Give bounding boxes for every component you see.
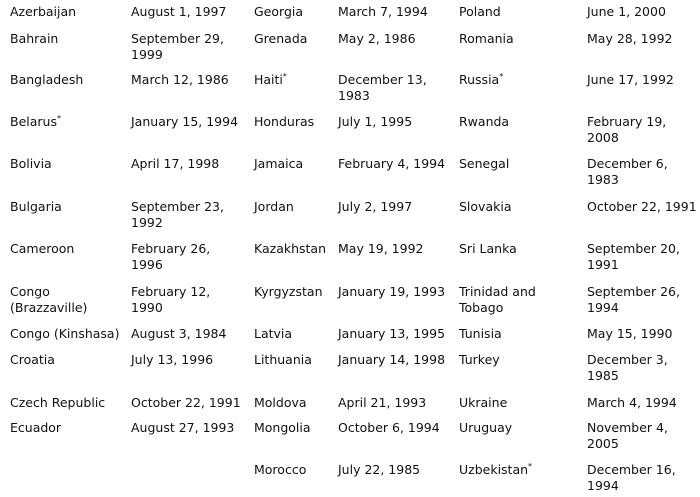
country-name: Georgia <box>254 4 304 19</box>
country-name: Belarus* <box>10 114 61 129</box>
treaty-date: April 21, 1993 <box>338 395 427 410</box>
country-name: Azerbaijan <box>10 4 77 19</box>
country-name: Ecuador <box>10 420 62 435</box>
treaty-date: March 7, 1994 <box>338 4 428 19</box>
treaty-date: May 19, 1992 <box>338 241 424 256</box>
treaty-date: January 15, 1994 <box>131 114 239 129</box>
treaty-date: December 16, 1994 <box>587 462 676 493</box>
country-name: Russia* <box>459 72 504 87</box>
treaty-date: December 6, 1983 <box>587 156 668 187</box>
country-name: Latvia <box>254 326 293 341</box>
country-name: Jordan <box>254 199 294 214</box>
country-name: Trinidad and Tobago <box>459 284 536 315</box>
country-name: Senegal <box>459 156 510 171</box>
country-name: Lithuania <box>254 352 312 367</box>
country-name: Congo (Kinshasa) <box>10 326 120 341</box>
treaty-date: January 14, 1998 <box>338 352 446 367</box>
treaty-date: May 2, 1986 <box>338 31 416 46</box>
country-name: Sri Lanka <box>459 241 517 256</box>
country-name: Bahrain <box>10 31 59 46</box>
country-name: Honduras <box>254 114 315 129</box>
treaty-date: June 1, 2000 <box>587 4 666 19</box>
country-name: Czech Republic <box>10 395 106 410</box>
treaty-date: November 4, 2005 <box>587 420 668 451</box>
treaty-date: May 28, 1992 <box>587 31 673 46</box>
treaty-date: December 13, 1983 <box>338 72 427 103</box>
country-name: Ukraine <box>459 395 508 410</box>
treaty-date: August 1, 1997 <box>131 4 227 19</box>
treaty-date: July 13, 1996 <box>131 352 214 367</box>
treaty-date: February 19, 2008 <box>587 114 667 145</box>
treaty-date: July 22, 1985 <box>338 462 421 477</box>
treaty-date: February 12, 1990 <box>131 284 211 315</box>
country-name: Uzbekistan* <box>459 462 533 477</box>
country-name: Congo (Brazzaville) <box>10 284 88 315</box>
country-name: Croatia <box>10 352 55 367</box>
treaty-date: March 12, 1986 <box>131 72 229 87</box>
country-name: Bulgaria <box>10 199 62 214</box>
treaty-date: April 17, 1998 <box>131 156 220 171</box>
treaty-date: June 17, 1992 <box>587 72 674 87</box>
country-name: Morocco <box>254 462 307 477</box>
country-name: Romania <box>459 31 514 46</box>
country-name: Jamaica <box>254 156 304 171</box>
country-name: Tunisia <box>459 326 502 341</box>
treaty-date: February 4, 1994 <box>338 156 446 171</box>
treaty-date: August 3, 1984 <box>131 326 227 341</box>
treaty-date: January 19, 1993 <box>338 284 446 299</box>
treaty-date: October 22, 1991 <box>131 395 241 410</box>
country-name: Mongolia <box>254 420 311 435</box>
treaty-date: December 3, 1985 <box>587 352 668 383</box>
treaty-date: October 6, 1994 <box>338 420 440 435</box>
treaty-date: May 15, 1990 <box>587 326 673 341</box>
country-name: Poland <box>459 4 501 19</box>
treaty-date: September 20, 1991 <box>587 241 680 272</box>
treaty-date: January 13, 1995 <box>338 326 446 341</box>
treaty-date: July 2, 1997 <box>338 199 413 214</box>
country-name: Grenada <box>254 31 308 46</box>
treaty-date: August 27, 1993 <box>131 420 235 435</box>
country-name: Slovakia <box>459 199 512 214</box>
treaty-date: September 26, 1994 <box>587 284 680 315</box>
country-name: Cameroon <box>10 241 75 256</box>
treaty-date: February 26, 1996 <box>131 241 211 272</box>
country-name: Rwanda <box>459 114 510 129</box>
treaty-date: September 29, 1999 <box>131 31 224 62</box>
country-name: Turkey <box>459 352 500 367</box>
country-name: Kazakhstan <box>254 241 327 256</box>
treaty-date: September 23, 1992 <box>131 199 224 230</box>
treaty-date: July 1, 1995 <box>338 114 413 129</box>
country-name: Kyrgyzstan <box>254 284 323 299</box>
country-name: Haiti* <box>254 72 287 87</box>
country-name: Uruguay <box>459 420 513 435</box>
treaty-date: March 4, 1994 <box>587 395 677 410</box>
country-name: Bangladesh <box>10 72 84 87</box>
treaty-date: October 22, 1991 <box>587 199 697 214</box>
country-name: Bolivia <box>10 156 52 171</box>
country-name: Moldova <box>254 395 307 410</box>
